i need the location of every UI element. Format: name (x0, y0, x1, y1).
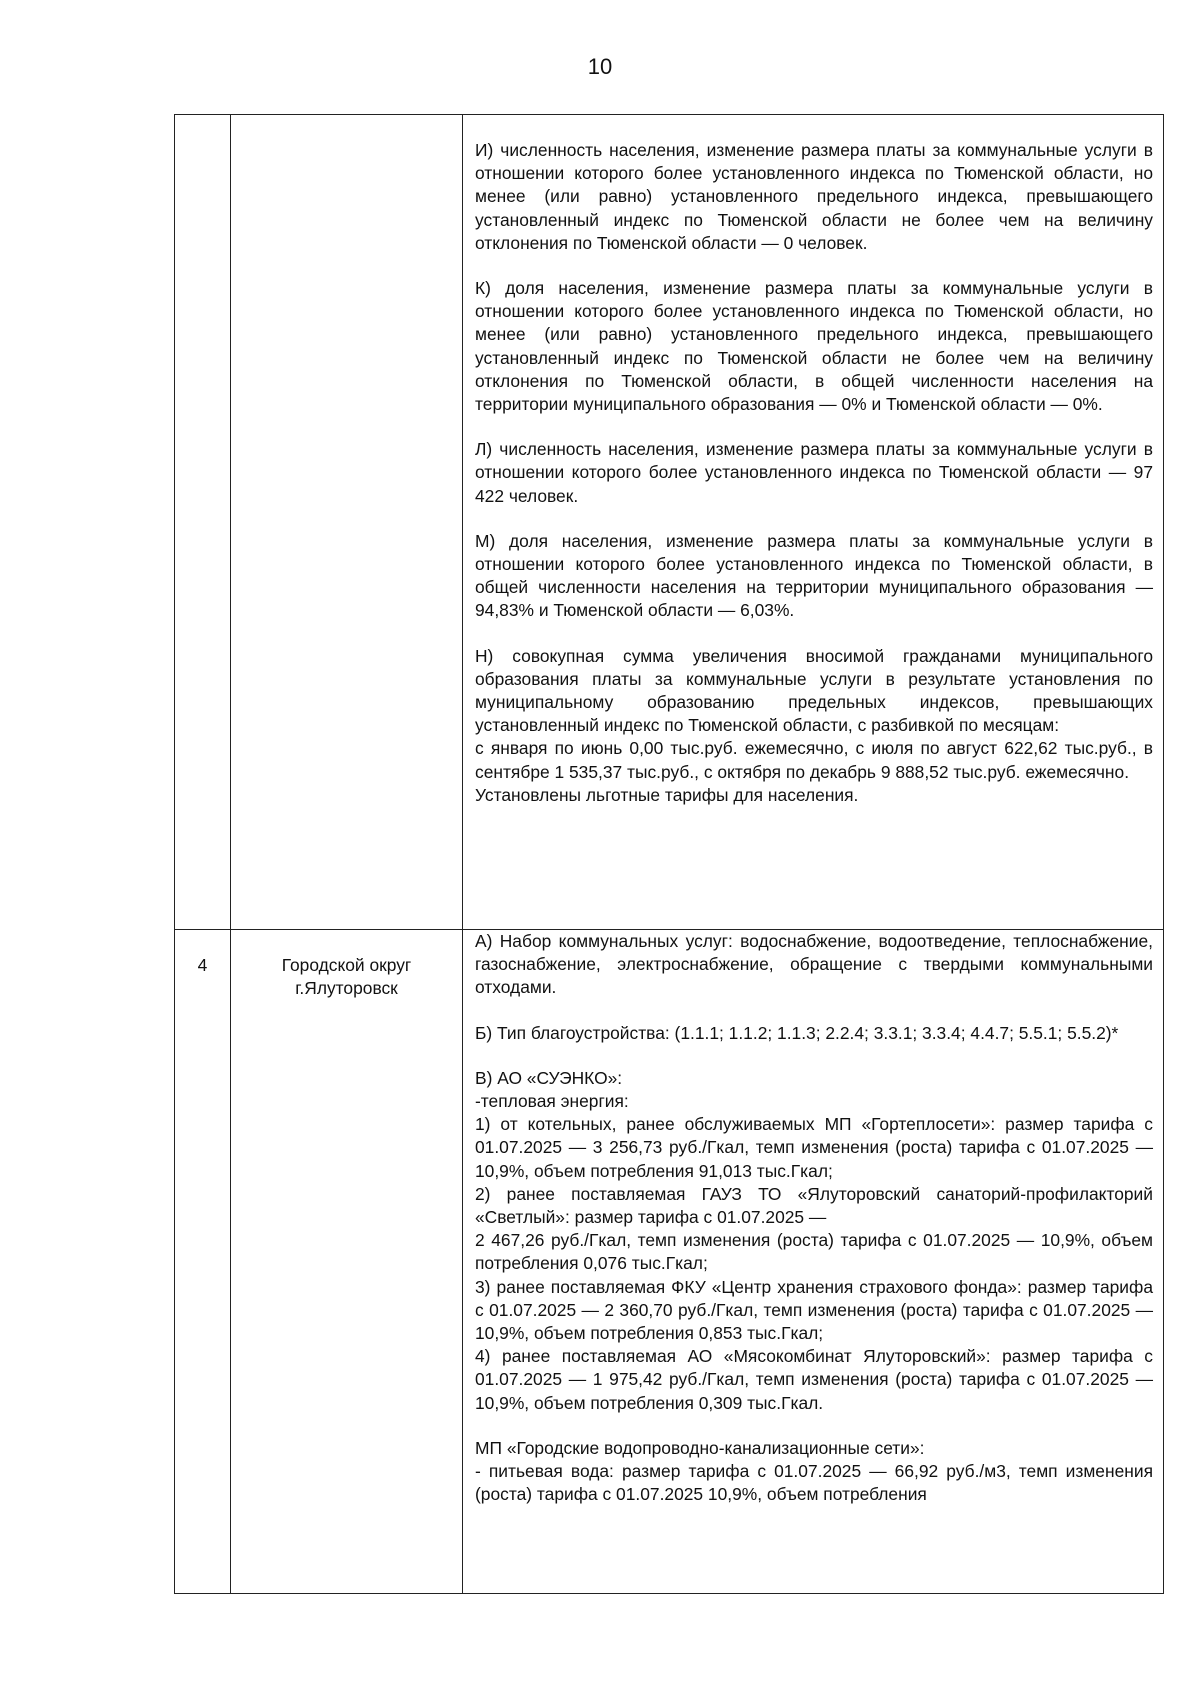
text-line: -тепловая энергия: (475, 1091, 629, 1112)
municipality-name: г.Ялуторовск (295, 978, 398, 999)
text-line: Н) совокупная сумма увеличения вносимой гражданами муниципального образования платы за коммунальные услуги в результате установления по муниципальному образованию предельных индексов, превышающих установленный индекс по Тюменской области, с разбивкой по месяцам: (475, 645, 1153, 736)
text-line: - питьевая вода: размер тарифа с 01.07.2025 — 66,92 руб./м3, темп изменения (роста) тарифа с 01.07.2025 10,9%, объем потребления (475, 1461, 1153, 1505)
text-line: Б) Тип благоустройства: (1.1.1; 1.1.2; 1.1.3; 2.2.4; 3.3.1; 3.3.4; 4.4.7; 5.5.1; 5.5.2)* (475, 1022, 1119, 1043)
data-table (174, 114, 1164, 1594)
text-line: 2) ранее поставляемая ГАУЗ ТО «Ялуторовский санаторий-профилакторий «Светлый»: размер тарифа с 01.07.2025 — (475, 1183, 1153, 1228)
text-line: М) доля населения, изменение размера платы за коммунальные услуги в отношении которого более установленного индекса по Тюменской области, в общей численности населения на территории муниципального образования — 94,83% и Тюменской области — 6,03%. (475, 530, 1153, 621)
text-line: А) Набор коммунальных услуг: водоснабжение, водоотведение, теплоснабжение, газоснабжение, электроснабжение, обращение с твердыми коммунальными отходами. (475, 931, 1153, 998)
text-line: 4) ранее поставляемая АО «Мясокомбинат Ялуторовский»: размер тарифа с 01.07.2025 — 1 975,42 руб./Гкал, темп изменения (роста) тарифа с 01.07.2025 — 10,9%, объем потребления 0,309 тыс.Гкал. (475, 1346, 1153, 1413)
municipality-cell (231, 930, 463, 1594)
text-line: В) АО «СУЭНКО»: (475, 1067, 623, 1088)
table-row (175, 930, 1164, 1594)
text-line: Установлены льготные тарифы для населения. (475, 784, 859, 805)
text-paragraph (475, 1022, 1153, 1045)
text-paragraph (475, 277, 1153, 416)
text-paragraph (475, 1437, 1153, 1507)
text-paragraph (475, 930, 1153, 1000)
text-line: 2 467,26 руб./Гкал, темп изменения (роста) тарифа с 01.07.2025 — 10,9%, объем потребления 0,076 тыс.Гкал; (475, 1230, 1153, 1274)
text-paragraph (475, 1067, 1153, 1415)
text-line: 1) от котельных, ранее обслуживаемых МП «Гортеплосети»: размер тарифа с 01.07.2025 — 3 256,73 руб./Гкал, темп изменения (роста) тарифа с 01.07.2025 — 10,9%, объем потребления 91,013 тыс.Гкал; (475, 1114, 1153, 1181)
text-line: К) доля населения, изменение размера платы за коммунальные услуги в отношении которого более установленного индекса по Тюменской области, но менее (или равно) установленного предельного индекса, превышающего установленный индекс по Тюменской области не более чем на величину отклонения по Тюменской области, в общей численности населения на территории муниципального образования — 0% и Тюменской области — 0%. (475, 278, 1153, 415)
description-content (463, 115, 1163, 807)
page-number: 10 (587, 54, 613, 79)
number-cell (175, 115, 231, 930)
municipality-name: Городской округ (281, 955, 412, 975)
text-line: с января по июнь 0,00 тыс.руб. ежемесячно, с июля по август 622,62 тыс.руб., в сентябре 1 535,37 тыс.руб., с октября по декабрь 9 888,52 тыс.руб. ежемесячно. (475, 738, 1153, 782)
text-line: Л) численность населения, изменение размера платы за коммунальные услуги в отношении которого более установленного индекса по Тюменской области — 97 422 человек. (475, 439, 1153, 506)
number-cell: 4 (175, 930, 231, 1594)
text-line: 3) ранее поставляемая ФКУ «Центр хранения страхового фонда»: размер тарифа с 01.07.2025 — 2 360,70 руб./Гкал, темп изменения (роста) тарифа с 01.07.2025 — 10,9%, объем потребления 0,853 тыс.Гкал; (475, 1276, 1153, 1344)
text-paragraph (475, 139, 1153, 255)
text-paragraph (475, 645, 1153, 807)
description-content (463, 930, 1163, 1506)
text-line: И) численность населения, изменение размера платы за коммунальные услуги в отношении которого более установленного индекса по Тюменской области, но менее (или равно) установленного предельного индекса, превышающего установленный индекс по Тюменской области не более чем на величину отклонения по Тюменской области — 0 человек. (475, 140, 1153, 253)
description-cell (463, 930, 1164, 1594)
text-line: МП «Городские водопроводно-канализационные сети»: (475, 1437, 925, 1458)
municipality-cell (231, 115, 463, 930)
text-paragraph (475, 530, 1153, 623)
table-row (175, 115, 1164, 930)
text-paragraph (475, 438, 1153, 508)
description-cell (463, 115, 1164, 930)
